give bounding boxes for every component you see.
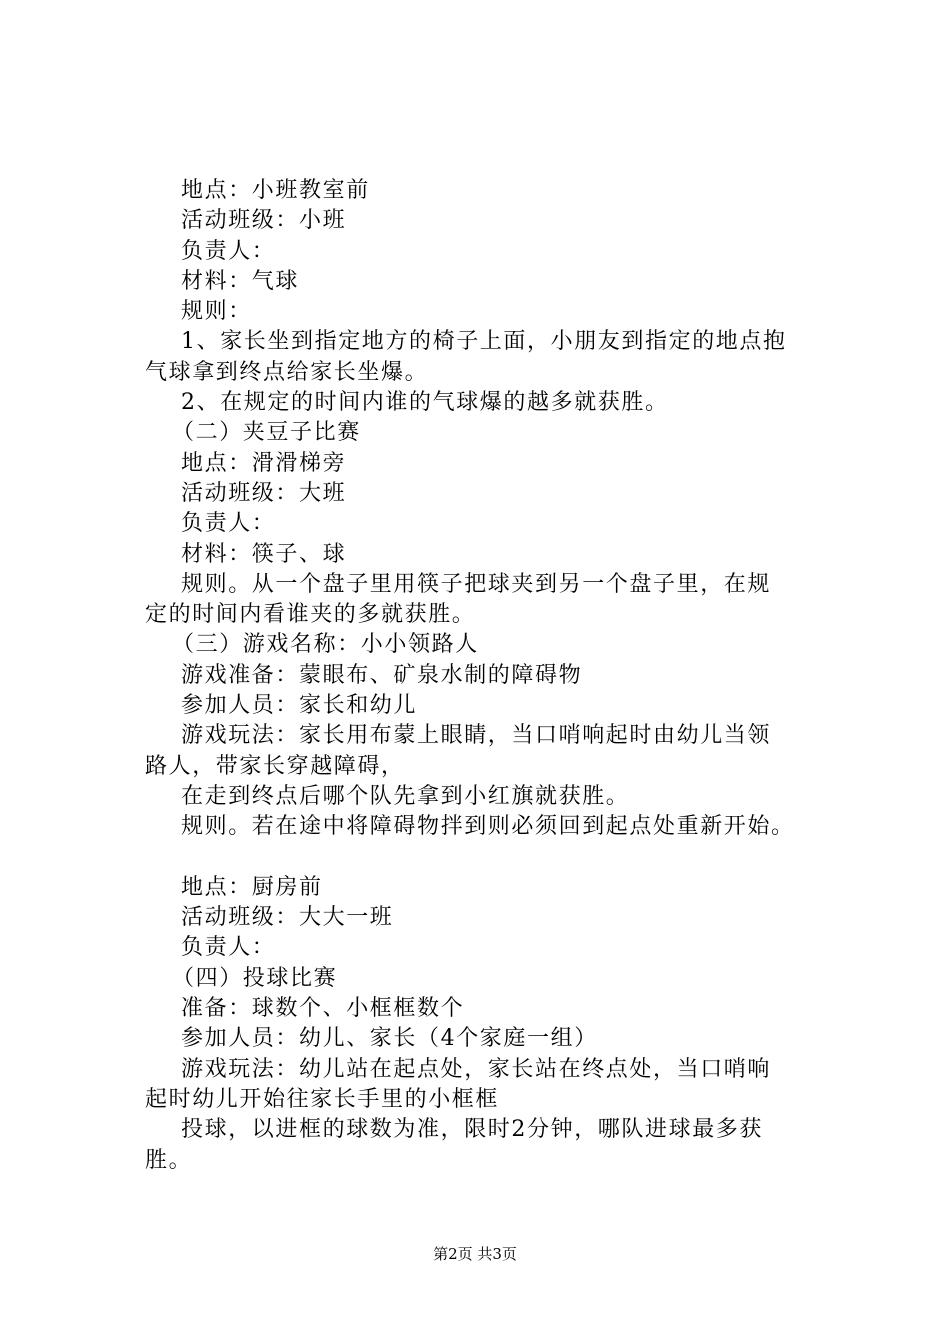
text-line: 气球拿到终点给家长坐爆。	[145, 359, 429, 385]
text-line: 游戏准备：蒙眼布、矿泉水制的障碍物	[181, 662, 583, 688]
text-line: 2、在规定的时间内谁的气球爆的越多就获胜。	[181, 390, 669, 416]
section-heading: （四）投球比赛	[172, 965, 338, 991]
section-heading: （二）夹豆子比赛	[172, 420, 361, 446]
text-line: 材料：筷子、球	[181, 541, 347, 567]
document-body	[0, 176, 950, 1176]
text-line: 负责人：	[181, 238, 276, 264]
text-line: 地点：厨房前	[181, 874, 323, 900]
text-line: 投球，以进框的球数为准，限时2分钟，哪队进球最多获	[181, 1117, 763, 1143]
text-line: 参加人员：幼儿、家长（4个家庭一组）	[181, 1026, 598, 1052]
page-number-footer: 第2页 共3页	[433, 1245, 517, 1263]
text-line: 在走到终点后哪个队先拿到小红旗就获胜。	[181, 783, 630, 809]
text-line: 活动班级：大班	[181, 480, 347, 506]
text-line: 胜。	[145, 1147, 193, 1173]
text-line: 游戏玩法：幼儿站在起点处，家长站在终点处，当口哨响	[181, 1056, 772, 1082]
text-line: 规则。若在途中将障碍物拌到则必须回到起点处重新开始。	[181, 814, 795, 840]
text-line: 负责人：	[181, 935, 276, 961]
text-line: 负责人：	[181, 511, 276, 537]
text-line: 1、家长坐到指定地方的椅子上面，小朋友到指定的地点抱	[181, 329, 787, 355]
text-line: 规则。从一个盘子里用筷子把球夹到另一个盘子里，在规	[181, 571, 772, 597]
text-line: 路人，带家长穿越障碍，	[145, 753, 405, 779]
text-line: 起时幼儿开始往家长手里的小框框	[145, 1086, 500, 1112]
text-line: 定的时间内看谁夹的多就获胜。	[145, 602, 476, 628]
text-line: 活动班级：大大一班	[181, 905, 394, 931]
text-line: 地点：小班教室前	[181, 178, 370, 203]
text-line: 活动班级：小班	[181, 208, 347, 234]
section-heading: （三）游戏名称：小小领路人	[172, 632, 479, 658]
blank-line	[0, 843, 950, 873]
text-line: 规则：	[181, 299, 252, 325]
text-line: 准备：球数个、小框框数个	[181, 996, 465, 1022]
text-line: 游戏玩法：家长用布蒙上眼睛，当口哨响起时由幼儿当领	[181, 723, 772, 749]
text-line: 参加人员：家长和幼儿	[181, 693, 418, 719]
text-line: 材料：气球	[181, 268, 300, 294]
text-line: 地点：滑滑梯旁	[181, 450, 347, 476]
